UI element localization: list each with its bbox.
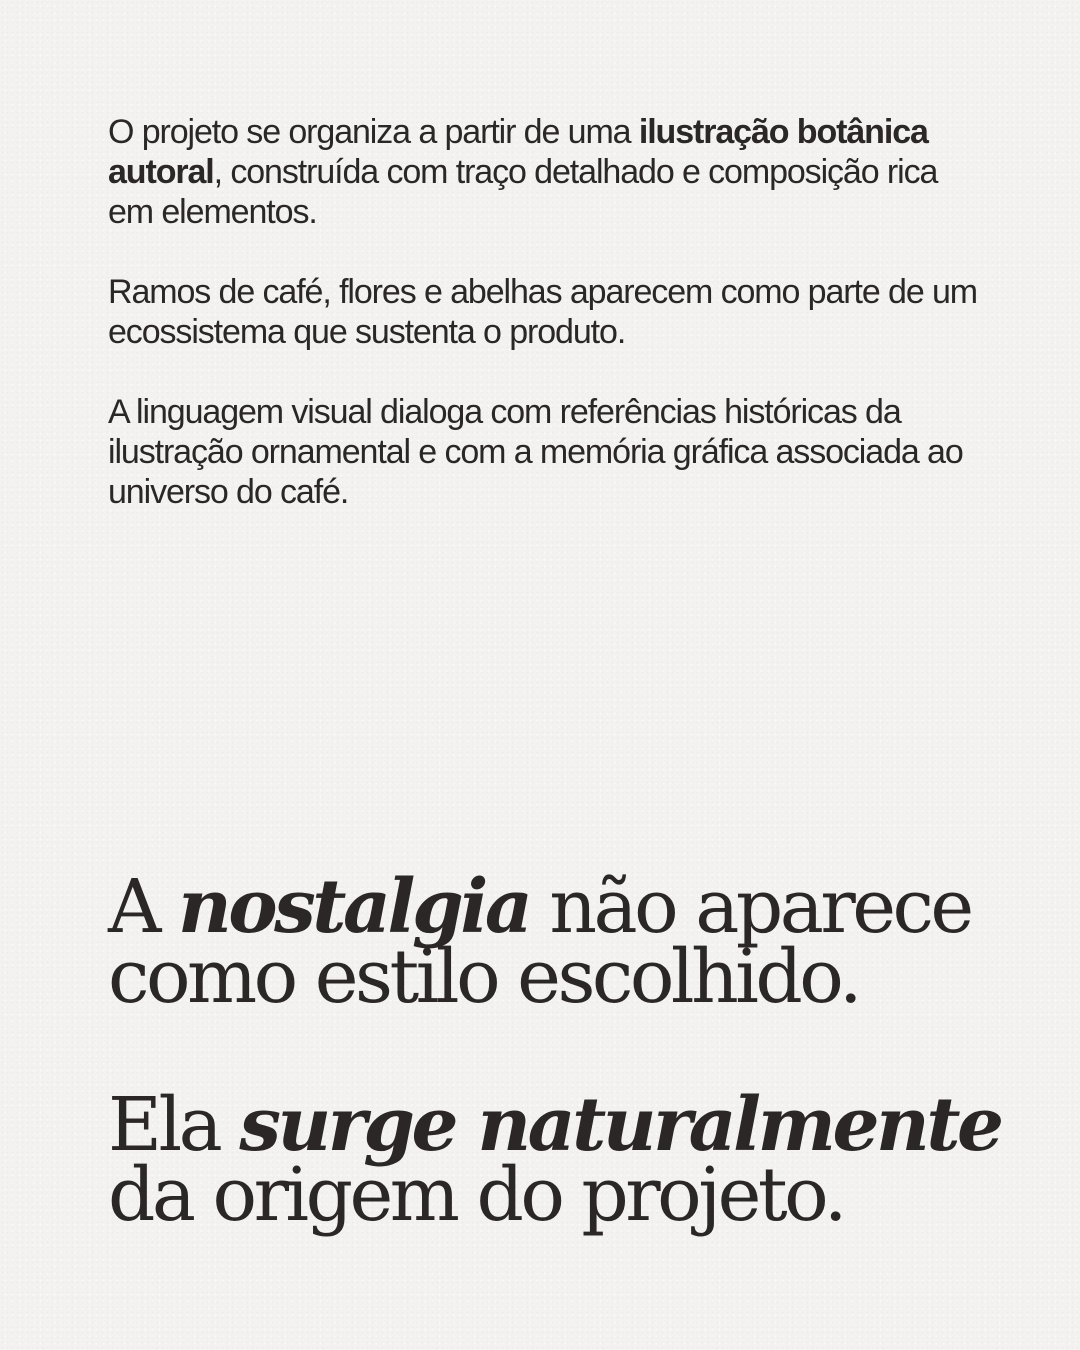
quote-spacer — [108, 1012, 1048, 1090]
quote-line-1-end: não aparece — [529, 864, 971, 950]
quote-emphasis-surge: surge naturalmente — [239, 1082, 1001, 1168]
intro-paragraph-2: Ramos de café, flores e abelhas aparecem como parte de um ecossistema que sustenta o produto. — [108, 273, 978, 351]
intro-paragraph-1-text: O projeto se organiza a partir de uma — [108, 113, 639, 151]
quote-line-1 — [108, 864, 1048, 950]
intro-paragraph-3: A linguagem visual dialoga com referências históricas da ilustração ornamental e com a memória gráfica associada ao universo do café. — [108, 393, 963, 511]
quote-line-3 — [108, 1082, 1048, 1168]
quote-line-3-start: Ela — [108, 1082, 240, 1168]
quote-line-2: como estilo escolhido. — [108, 934, 860, 1020]
intro-paragraph-1 — [108, 112, 978, 232]
intro-text — [108, 112, 978, 512]
quote-emphasis-nostalgia: nostalgia — [177, 864, 530, 950]
headline-quote — [108, 864, 1048, 1238]
intro-paragraph-1-bold: ilustração botânica autoral — [108, 113, 928, 191]
intro-paragraph-1-text-end: , construída com traço detalhado e composição rica em elementos. — [108, 153, 938, 231]
quote-line-1-start: A — [108, 864, 178, 950]
quote-line-4: da origem do projeto. — [108, 1152, 844, 1238]
